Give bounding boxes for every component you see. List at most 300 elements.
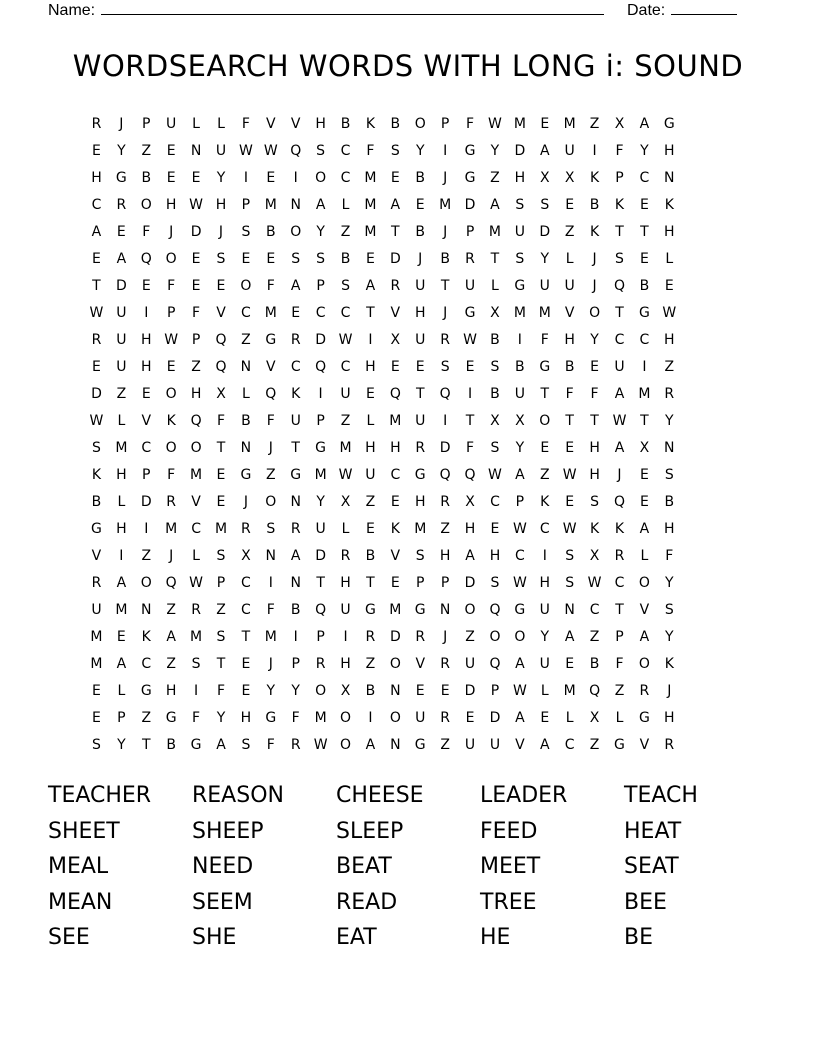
word-list-item: HE bbox=[480, 925, 511, 950]
grid-letter: Z bbox=[664, 359, 675, 375]
grid-letter: M bbox=[364, 197, 377, 213]
grid-letter: E bbox=[266, 251, 276, 267]
grid-letter: O bbox=[290, 224, 302, 240]
grid-letter: H bbox=[664, 143, 675, 159]
grid-letter: G bbox=[414, 602, 426, 618]
grid-letter: B bbox=[265, 224, 276, 240]
grid-letter: S bbox=[191, 656, 201, 672]
grid-letter: E bbox=[92, 683, 101, 699]
grid-letter: G bbox=[140, 683, 152, 699]
grid-letter: M bbox=[563, 683, 576, 699]
grid-letter: W bbox=[263, 143, 278, 159]
grid-letter: F bbox=[466, 440, 475, 456]
grid-letter: I bbox=[443, 143, 448, 159]
grid-letter: T bbox=[216, 656, 226, 672]
grid-letter: B bbox=[589, 656, 600, 672]
grid-letter: R bbox=[91, 575, 102, 591]
grid-letter: B bbox=[515, 359, 525, 375]
word-list-item: SLEEP bbox=[336, 818, 404, 844]
grid-letter: O bbox=[190, 440, 202, 456]
grid-letter: O bbox=[165, 251, 177, 267]
grid-letter: X bbox=[390, 332, 401, 348]
grid-letter: E bbox=[415, 359, 425, 375]
grid-letter: X bbox=[589, 710, 600, 726]
grid-letter: N bbox=[439, 602, 451, 618]
grid-letter: F bbox=[167, 278, 176, 294]
word-list-item: MEAN bbox=[48, 889, 113, 915]
grid-letter: E bbox=[390, 359, 400, 375]
grid-letter: G bbox=[265, 332, 277, 348]
grid-letter: U bbox=[564, 278, 575, 294]
grid-letter: S bbox=[316, 251, 326, 267]
grid-row bbox=[84, 111, 732, 138]
grid-letter: E bbox=[241, 656, 251, 672]
grid-letter: E bbox=[639, 251, 649, 267]
grid-letter: I bbox=[144, 521, 149, 537]
grid-letter: M bbox=[414, 521, 427, 537]
grid-letter: A bbox=[465, 548, 475, 564]
word-list-item: MEAL bbox=[48, 854, 109, 879]
grid-letter: H bbox=[116, 521, 127, 537]
grid-letter: Z bbox=[465, 629, 475, 645]
grid-letter: O bbox=[638, 575, 650, 591]
grid-letter: W bbox=[338, 467, 353, 483]
grid-letter: U bbox=[539, 602, 550, 618]
grid-letter: E bbox=[639, 467, 649, 483]
grid-letter: X bbox=[639, 440, 650, 456]
grid-letter: L bbox=[366, 413, 375, 429]
grid-letter: R bbox=[664, 386, 675, 402]
grid-letter: E bbox=[191, 251, 201, 267]
grid-letter: N bbox=[390, 737, 401, 753]
grid-letter: H bbox=[116, 467, 127, 483]
grid-letter: Q bbox=[215, 359, 227, 375]
grid-letter: I bbox=[642, 359, 647, 375]
grid-letter: O bbox=[340, 737, 352, 753]
grid-letter: L bbox=[615, 710, 624, 726]
grid-letter: B bbox=[440, 251, 450, 267]
grid-letter: L bbox=[117, 683, 126, 699]
grid-letter: H bbox=[489, 548, 501, 564]
grid-letter: X bbox=[241, 548, 251, 564]
grid-letter: E bbox=[116, 224, 126, 240]
grid-letter: I bbox=[443, 413, 448, 429]
grid-letter: Z bbox=[539, 467, 550, 483]
grid-letter: S bbox=[316, 143, 326, 159]
grid-letter: W bbox=[189, 197, 203, 213]
grid-letter: D bbox=[464, 683, 476, 699]
grid-letter: P bbox=[615, 170, 624, 186]
grid-letter: A bbox=[539, 143, 550, 159]
grid-letter: W bbox=[338, 332, 353, 348]
grid-letter: F bbox=[665, 548, 674, 564]
grid-letter: H bbox=[340, 656, 351, 672]
grid-letter: I bbox=[318, 386, 323, 402]
grid-letter: S bbox=[615, 251, 624, 267]
grid-letter: Q bbox=[589, 683, 601, 699]
grid-letter: O bbox=[489, 629, 501, 645]
grid-letter: I bbox=[368, 332, 373, 348]
grid-letter: D bbox=[464, 575, 476, 591]
grid-letter: H bbox=[340, 575, 351, 591]
grid-letter: D bbox=[389, 629, 401, 645]
grid-letter: L bbox=[117, 494, 126, 510]
grid-letter: I bbox=[243, 170, 248, 186]
grid-letter: X bbox=[465, 494, 475, 510]
grid-letter: H bbox=[165, 683, 177, 699]
grid-letter: E bbox=[565, 494, 575, 510]
grid-letter: A bbox=[639, 629, 650, 645]
grid-letter: E bbox=[241, 683, 251, 699]
grid-letter: P bbox=[216, 575, 226, 591]
grid-letter: K bbox=[291, 386, 301, 402]
grid-letter: L bbox=[540, 683, 549, 699]
grid-letter: O bbox=[240, 278, 252, 294]
grid-letter: P bbox=[191, 332, 201, 348]
grid-letter: K bbox=[664, 656, 674, 672]
grid-letter: Y bbox=[490, 143, 500, 159]
grid-letter: A bbox=[614, 440, 625, 456]
grid-letter: U bbox=[116, 305, 127, 321]
grid-letter: Q bbox=[165, 575, 177, 591]
grid-letter: X bbox=[340, 494, 351, 510]
word-list-item: CHEESE bbox=[336, 783, 424, 808]
grid-row bbox=[84, 381, 732, 408]
grid-letter: L bbox=[565, 710, 574, 726]
grid-letter: T bbox=[440, 278, 450, 294]
grid-letter: G bbox=[190, 737, 202, 753]
grid-letter: N bbox=[664, 440, 675, 456]
grid-letter: G bbox=[539, 359, 551, 375]
grid-letter: T bbox=[316, 575, 325, 591]
grid-letter: B bbox=[664, 494, 675, 510]
grid-letter: H bbox=[165, 197, 177, 213]
word-row bbox=[48, 778, 768, 814]
grid-letter: T bbox=[291, 440, 300, 456]
grid-letter: Z bbox=[340, 413, 351, 429]
grid-letter: S bbox=[266, 521, 276, 537]
grid-letter: H bbox=[141, 359, 152, 375]
grid-letter: S bbox=[390, 143, 400, 159]
grid-letter: Y bbox=[665, 575, 674, 591]
grid-letter: U bbox=[464, 278, 476, 294]
grid-letter: Z bbox=[589, 629, 600, 645]
grid-letter: A bbox=[290, 548, 301, 564]
grid-letter: R bbox=[290, 332, 301, 348]
grid-letter: S bbox=[565, 575, 575, 591]
grid-letter: V bbox=[390, 305, 401, 321]
grid-letter: E bbox=[191, 170, 201, 186]
grid-letter: U bbox=[539, 656, 550, 672]
grid-letter: F bbox=[466, 116, 475, 132]
grid-letter: B bbox=[490, 332, 500, 348]
grid-letter: J bbox=[169, 224, 174, 240]
grid-row bbox=[84, 327, 732, 354]
grid-letter: E bbox=[540, 710, 550, 726]
word-list-item: TEACHER bbox=[48, 783, 152, 808]
grid-letter: C bbox=[241, 602, 251, 618]
grid-letter: I bbox=[343, 629, 348, 645]
grid-row bbox=[84, 624, 732, 651]
grid-letter: A bbox=[639, 521, 650, 537]
grid-letter: I bbox=[517, 332, 522, 348]
grid-letter: E bbox=[639, 494, 649, 510]
grid-letter: Y bbox=[665, 413, 674, 429]
grid-letter: A bbox=[614, 386, 625, 402]
grid-letter: B bbox=[166, 737, 176, 753]
grid-letter: H bbox=[589, 440, 600, 456]
grid-letter: M bbox=[264, 305, 277, 321]
grid-letter: R bbox=[440, 494, 450, 510]
grid-letter: P bbox=[142, 116, 151, 132]
grid-row bbox=[84, 597, 732, 624]
grid-letter: G bbox=[514, 602, 526, 618]
grid-letter: P bbox=[316, 629, 325, 645]
grid-letter: Q bbox=[439, 467, 451, 483]
grid-letter: H bbox=[539, 575, 551, 591]
grid-letter: C bbox=[241, 305, 251, 321]
grid-letter: C bbox=[539, 521, 550, 537]
grid-letter: J bbox=[243, 494, 248, 510]
grid-letter: J bbox=[443, 170, 448, 186]
grid-letter: E bbox=[365, 521, 375, 537]
grid-letter: U bbox=[116, 359, 127, 375]
grid-letter: O bbox=[340, 710, 352, 726]
grid-letter: W bbox=[512, 575, 527, 591]
grid-letter: B bbox=[639, 278, 650, 294]
grid-letter: U bbox=[340, 386, 351, 402]
grid-letter: Z bbox=[365, 656, 376, 672]
grid-letter: R bbox=[440, 710, 450, 726]
word-list-item: BEAT bbox=[336, 854, 392, 879]
grid-letter: F bbox=[241, 116, 250, 132]
grid-letter: H bbox=[414, 494, 426, 510]
grid-letter: A bbox=[91, 224, 102, 240]
grid-letter: D bbox=[315, 332, 326, 348]
word-list-item: SHE bbox=[192, 925, 237, 950]
word-list-item: FEED bbox=[480, 818, 538, 844]
grid-letter: M bbox=[314, 467, 327, 483]
grid-letter: F bbox=[615, 656, 624, 672]
grid-letter: O bbox=[389, 656, 401, 672]
word-row bbox=[48, 920, 768, 956]
word-list-item: EAT bbox=[336, 925, 377, 950]
grid-letter: I bbox=[194, 683, 199, 699]
grid-letter: Q bbox=[613, 278, 625, 294]
grid-letter: Z bbox=[241, 332, 251, 348]
grid-letter: T bbox=[241, 629, 251, 645]
grid-row bbox=[84, 273, 732, 300]
grid-letter: R bbox=[290, 737, 301, 753]
grid-letter: Z bbox=[141, 548, 152, 564]
grid-letter: A bbox=[290, 278, 301, 294]
grid-row bbox=[84, 462, 732, 489]
grid-letter: H bbox=[664, 521, 675, 537]
grid-letter: K bbox=[141, 629, 151, 645]
grid-letter: M bbox=[115, 440, 128, 456]
grid-letter: G bbox=[115, 170, 127, 186]
grid-letter: U bbox=[116, 332, 127, 348]
grid-letter: I bbox=[592, 143, 597, 159]
grid-letter: I bbox=[144, 305, 149, 321]
grid-letter: L bbox=[217, 116, 225, 132]
grid-letter: R bbox=[365, 629, 376, 645]
grid-letter: E bbox=[390, 170, 400, 186]
grid-letter: U bbox=[166, 116, 177, 132]
grid-letter: L bbox=[665, 251, 674, 267]
grid-letter: J bbox=[443, 224, 448, 240]
grid-letter: E bbox=[365, 251, 375, 267]
grid-letter: L bbox=[192, 116, 200, 132]
grid-letter: D bbox=[539, 224, 551, 240]
grid-row bbox=[84, 408, 732, 435]
grid-letter: R bbox=[639, 683, 650, 699]
grid-letter: N bbox=[290, 494, 301, 510]
grid-letter: E bbox=[390, 494, 400, 510]
grid-letter: B bbox=[340, 251, 351, 267]
grid-letter: I bbox=[268, 575, 273, 591]
grid-letter: S bbox=[216, 629, 226, 645]
grid-letter: A bbox=[515, 710, 525, 726]
grid-letter: D bbox=[315, 548, 326, 564]
grid-letter: X bbox=[216, 386, 226, 402]
grid-letter: J bbox=[617, 467, 622, 483]
grid-letter: Q bbox=[489, 602, 501, 618]
word-list-item: NEED bbox=[192, 854, 254, 879]
grid-letter: M bbox=[563, 116, 576, 132]
grid-row bbox=[84, 354, 732, 381]
grid-letter: Z bbox=[166, 602, 176, 618]
grid-letter: V bbox=[415, 656, 426, 672]
grid-letter: E bbox=[166, 143, 176, 159]
grid-letter: E bbox=[241, 251, 251, 267]
grid-letter: O bbox=[638, 656, 650, 672]
grid-letter: M bbox=[190, 467, 203, 483]
grid-letter: M bbox=[638, 386, 651, 402]
grid-letter: E bbox=[540, 440, 550, 456]
grid-letter: S bbox=[490, 440, 500, 456]
grid-letter: A bbox=[116, 575, 127, 591]
grid-letter: X bbox=[614, 116, 625, 132]
grid-letter: O bbox=[589, 305, 601, 321]
grid-letter: A bbox=[315, 197, 326, 213]
grid-letter: X bbox=[589, 548, 600, 564]
grid-letter: T bbox=[465, 413, 475, 429]
grid-letter: Q bbox=[215, 332, 227, 348]
grid-letter: G bbox=[414, 467, 426, 483]
grid-letter: Q bbox=[315, 602, 327, 618]
grid-letter: U bbox=[415, 278, 426, 294]
grid-letter: B bbox=[589, 197, 600, 213]
grid-letter: P bbox=[440, 116, 450, 132]
grid-letter: E bbox=[365, 386, 375, 402]
grid-letter: N bbox=[265, 548, 277, 564]
grid-letter: D bbox=[389, 251, 401, 267]
grid-letter: B bbox=[290, 602, 301, 618]
grid-letter: S bbox=[241, 737, 251, 753]
grid-letter: T bbox=[415, 386, 425, 402]
grid-letter: W bbox=[164, 332, 179, 348]
grid-letter: H bbox=[141, 332, 152, 348]
grid-letter: M bbox=[115, 602, 128, 618]
grid-letter: C bbox=[589, 602, 600, 618]
grid-letter: F bbox=[216, 413, 226, 429]
grid-letter: K bbox=[365, 116, 376, 132]
grid-letter: V bbox=[191, 494, 201, 510]
grid-letter: Q bbox=[315, 359, 327, 375]
grid-row bbox=[84, 651, 732, 678]
grid-letter: E bbox=[590, 359, 599, 375]
grid-letter: R bbox=[116, 197, 127, 213]
word-list-item: MEET bbox=[480, 854, 541, 879]
grid-letter: R bbox=[440, 332, 450, 348]
grid-letter: Z bbox=[440, 737, 450, 753]
grid-letter: V bbox=[639, 602, 650, 618]
grid-letter: Y bbox=[316, 224, 325, 240]
grid-letter: R bbox=[614, 548, 625, 564]
name-label: Name: bbox=[48, 2, 96, 19]
grid-letter: K bbox=[614, 197, 625, 213]
grid-letter: E bbox=[440, 683, 450, 699]
grid-row bbox=[84, 219, 732, 246]
grid-letter: E bbox=[166, 359, 176, 375]
grid-letter: S bbox=[92, 737, 101, 753]
grid-letter: E bbox=[92, 143, 101, 159]
grid-letter: T bbox=[141, 737, 151, 753]
grid-letter: Q bbox=[190, 413, 202, 429]
grid-letter: P bbox=[490, 683, 500, 699]
grid-letter: K bbox=[664, 197, 674, 213]
grid-letter: W bbox=[238, 143, 253, 159]
grid-letter: K bbox=[614, 521, 625, 537]
grid-letter: Z bbox=[490, 170, 500, 186]
grid-letter: H bbox=[564, 332, 575, 348]
grid-letter: J bbox=[592, 251, 597, 267]
grid-letter: T bbox=[615, 602, 624, 618]
grid-letter: E bbox=[540, 116, 550, 132]
name-blank-line bbox=[101, 0, 604, 15]
grid-letter: G bbox=[638, 710, 650, 726]
grid-letter: U bbox=[215, 143, 227, 159]
grid-letter: A bbox=[166, 629, 176, 645]
grid-letter: F bbox=[590, 386, 599, 402]
grid-letter: P bbox=[316, 413, 325, 429]
word-list-item: SEAT bbox=[624, 854, 679, 879]
grid-letter: Z bbox=[440, 521, 450, 537]
grid-letter: C bbox=[514, 548, 525, 564]
grid-letter: Y bbox=[117, 143, 126, 159]
grid-letter: F bbox=[266, 602, 275, 618]
grid-letter: O bbox=[464, 602, 476, 618]
grid-letter: V bbox=[266, 359, 276, 375]
grid-letter: R bbox=[290, 521, 301, 537]
grid-letter: C bbox=[614, 332, 625, 348]
grid-letter: E bbox=[664, 278, 674, 294]
grid-letter: O bbox=[165, 386, 177, 402]
grid-letter: A bbox=[564, 629, 575, 645]
grid-letter: H bbox=[414, 305, 426, 321]
grid-letter: J bbox=[667, 683, 672, 699]
grid-letter: E bbox=[639, 197, 649, 213]
grid-letter: W bbox=[488, 116, 502, 132]
grid-letter: B bbox=[564, 359, 575, 375]
grid-letter: A bbox=[116, 251, 127, 267]
grid-letter: F bbox=[615, 143, 624, 159]
grid-letter: C bbox=[564, 737, 575, 753]
grid-letter: S bbox=[664, 602, 674, 618]
grid-letter: L bbox=[241, 386, 250, 402]
grid-letter: P bbox=[416, 575, 425, 591]
